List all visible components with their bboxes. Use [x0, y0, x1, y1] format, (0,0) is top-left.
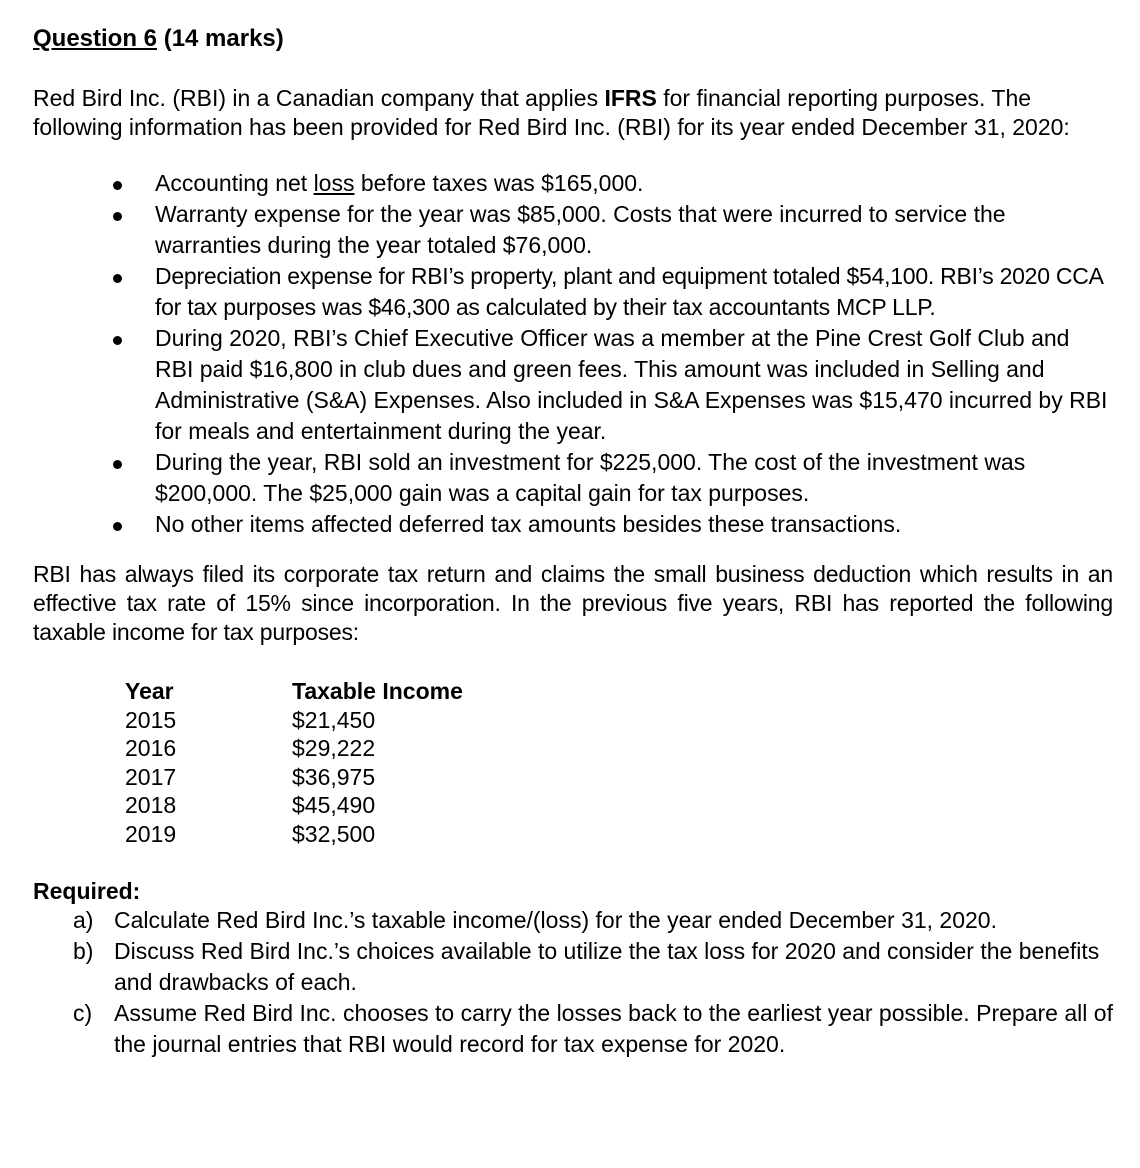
fact-item-investment	[33, 447, 1113, 509]
fact-depreciation-text: Depreciation expense for RBI’s property, plant and equipment totaled $54,100. RBI’s 2020 CCA for tax purposes was $46,300 as calculated by their tax accountants MCP LLP.	[155, 263, 1103, 320]
bullet-dot-icon	[113, 460, 122, 469]
intro-paragraph	[33, 84, 1113, 142]
required-list	[33, 905, 1113, 1060]
fact-item-no-other	[33, 509, 1113, 540]
fact-net-loss-pre: Accounting net	[155, 170, 314, 196]
header-taxable-income: Taxable Income	[292, 678, 463, 704]
table-header-row	[125, 677, 463, 706]
fact-item-depreciation	[33, 261, 1113, 323]
required-label-b: b)	[73, 938, 94, 964]
required-label-a: a)	[73, 907, 94, 933]
year-cell: 2015	[125, 706, 177, 733]
table-row	[125, 763, 463, 792]
income-cell: $36,975	[292, 763, 376, 790]
year-cell: 2017	[125, 763, 177, 790]
required-heading: Required:	[33, 878, 141, 904]
intro-ifrs-bold: IFRS	[604, 85, 657, 111]
table-row	[125, 791, 463, 820]
intro-text-end: for financial reporting purposes. The following information has been provided for Red Bird Inc. (RBI) for its year ended December 31, 2020:	[33, 85, 1070, 140]
required-text-c: Assume Red Bird Inc. chooses to carry the losses back to the earliest year possible. Prepare all of the journal entries that RBI would record for tax expense for 2020.	[114, 1000, 1113, 1057]
required-item-a	[33, 905, 1113, 936]
fact-golf-club-text: During 2020, RBI’s Chief Executive Officer was a member at the Pine Crest Golf Club and RBI paid $16,800 in club dues and green fees. This amount was included in Selling and Administrative (S&A) Expenses. Also included in S&A Expenses was $15,470 incurred by RBI for meals and entertainment during the year.	[155, 325, 1108, 444]
income-cell: $45,490	[292, 792, 376, 818]
taxable-income-table	[125, 677, 463, 848]
year-cell: 2016	[125, 735, 177, 761]
question-marks: (14 marks)	[157, 25, 284, 52]
required-text-a: Calculate Red Bird Inc.’s taxable income/(loss) for the year ended December 31, 2020.	[114, 907, 997, 933]
year-cell: 2018	[125, 792, 177, 818]
fact-net-loss-post: before taxes was $165,000.	[354, 170, 644, 196]
header-year: Year	[125, 678, 174, 704]
required-item-b	[33, 936, 1113, 998]
fact-net-loss-underlined: loss	[313, 170, 355, 196]
question-title	[33, 24, 1113, 54]
required-item-c	[33, 998, 1113, 1060]
question-number: Question 6	[33, 25, 158, 52]
document	[33, 24, 1113, 1060]
facts-list	[33, 168, 1113, 540]
fact-investment-text: During the year, RBI sold an investment for $225,000. The cost of the investment was $200,000. The $25,000 gain was a capital gain for tax purposes.	[155, 449, 1026, 506]
bullet-dot-icon	[113, 181, 122, 190]
year-cell: 2019	[125, 820, 177, 847]
intro-text-start: Red Bird Inc. (RBI) in a Canadian company that applies	[33, 85, 605, 111]
bullet-dot-icon	[113, 522, 122, 531]
bullet-dot-icon	[113, 274, 122, 283]
table-row	[125, 820, 463, 849]
income-cell: $21,450	[292, 706, 376, 733]
table-row	[125, 734, 463, 763]
required-label-c: c)	[73, 1000, 93, 1026]
fact-no-other-text: No other items affected deferred tax amounts besides these transactions.	[155, 511, 902, 537]
income-cell: $32,500	[292, 820, 376, 847]
fact-item-golf-club	[33, 323, 1113, 447]
bullet-dot-icon	[113, 336, 122, 345]
required-text-b: Discuss Red Bird Inc.’s choices available to utilize the tax loss for 2020 and consider the benefits and drawbacks of each.	[114, 938, 1100, 995]
fact-item-net-loss	[33, 168, 1113, 199]
bullet-dot-icon	[113, 212, 122, 221]
table-row	[125, 706, 463, 735]
fact-item-warranty	[33, 199, 1113, 261]
fact-warranty-text: Warranty expense for the year was $85,000. Costs that were incurred to service the warranties during the year totaled $76,000.	[155, 201, 1006, 258]
income-cell: $29,222	[292, 735, 376, 761]
tax-history-paragraph: RBI has always filed its corporate tax return and claims the small business deduction which results in an effective tax rate of 15% since incorporation. In the previous five years, RBI has reported the following taxable income for tax purposes:	[33, 561, 1113, 645]
